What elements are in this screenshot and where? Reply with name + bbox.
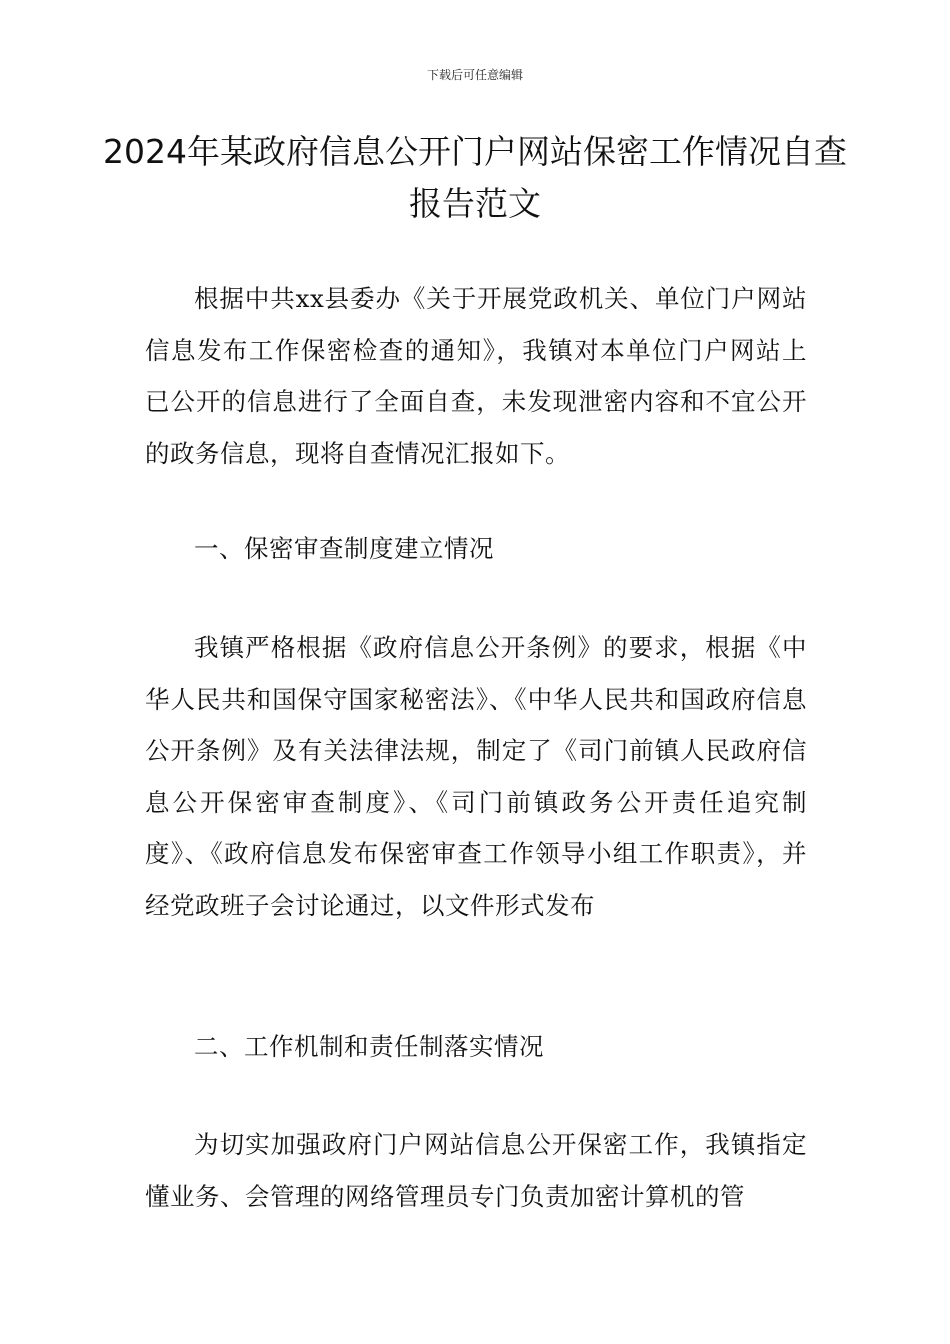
section-2-body: 为切实加强政府门户网站信息公开保密工作，我镇指定懂业务、会管理的网络管理员专门负责加密计算机的管 <box>145 1130 807 1211</box>
intro-paragraph: 根据中共xx县委办《关于开展党政机关、单位门户网站信息发布工作保密检查的通知》，我镇对本单位门户网站上已公开的信息进行了全面自查，未发现泄密内容和不宜公开的政务信息，现将自查情况汇报如下。 <box>145 284 807 468</box>
document-title: 2024年某政府信息公开门户网站保密工作情况自查报告范文 <box>103 132 847 223</box>
section-1-body: 我镇严格根据《政府信息公开条例》的要求，根据《中华人民共和国保守国家秘密法》、《中华人民共和国政府信息公开条例》及有关法律法规，制定了《司门前镇人民政府信息公开保密审查制度》、《司门前镇政务公开责任追究制度》、《政府信息发布保密审查工作领导小组工作职责》，并经党政班子会讨论通过，以文件形式发布 <box>145 633 807 920</box>
section-1-heading: 一、保密审查制度建立情况 <box>194 534 494 563</box>
section-2-heading: 二、工作机制和责任制落实情况 <box>194 1032 544 1061</box>
page-header-note: 下载后可任意编辑 <box>426 68 523 82</box>
